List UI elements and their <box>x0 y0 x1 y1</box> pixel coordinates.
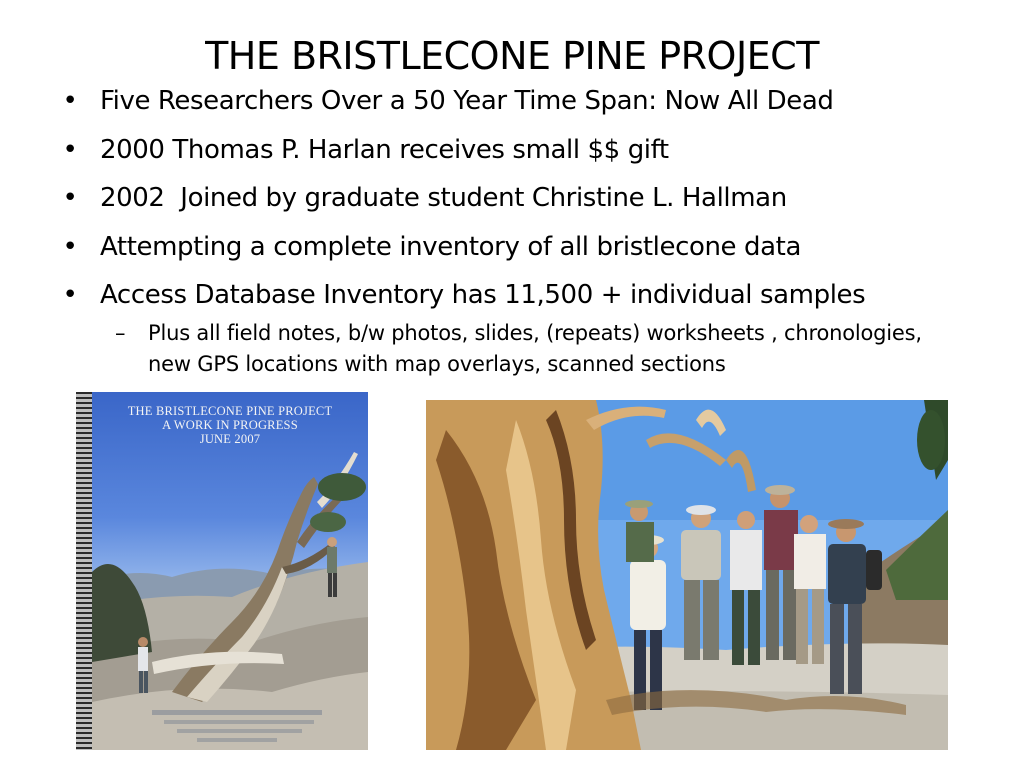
bullet-marker: • <box>62 183 78 213</box>
booklet-title-line: JUNE 2007 <box>199 432 261 446</box>
bullet-marker: • <box>62 280 78 310</box>
bullet-marker: • <box>62 231 78 262</box>
subbullet-item <box>60 318 1000 380</box>
booklet-title-line: A WORK IN PROGRESS <box>162 418 298 432</box>
bullet-list <box>60 84 1000 380</box>
bullet-text: Attempting a complete inventory of all bristlecone data <box>100 231 801 262</box>
spiral-binding <box>76 392 92 750</box>
subbullet-text: Plus all field notes, b/w photos, slides, (repeats) worksheets , chronologies, new GPS locations with map overlays, scanned sections <box>148 320 922 376</box>
group-photo-illustration <box>426 400 948 750</box>
booklet-title-line: THE BRISTLECONE PINE PROJECT <box>127 404 333 418</box>
bullet-marker: • <box>62 86 78 116</box>
booklet-cover-image <box>76 392 368 750</box>
bullet-item <box>60 133 1000 182</box>
booklet-title <box>92 404 368 446</box>
bullet-text: Access Database Inventory has 11,500 + individual samples <box>100 280 866 310</box>
bullet-text: Five Researchers Over a 50 Year Time Span: Now All Dead <box>100 86 834 116</box>
subbullet-marker: – <box>115 320 126 345</box>
bullet-item <box>60 181 1000 230</box>
bullet-marker: • <box>62 134 78 165</box>
group-photo-image <box>426 400 948 750</box>
bullet-item <box>60 84 1000 133</box>
bullet-item <box>60 230 1000 279</box>
bullet-text: 2002 Joined by graduate student Christine L. Hallman <box>100 183 787 213</box>
bullet-text: 2000 Thomas P. Harlan receives small $$ gift <box>100 134 669 165</box>
slide-title: THE BRISTLECONE PINE PROJECT <box>205 34 819 78</box>
